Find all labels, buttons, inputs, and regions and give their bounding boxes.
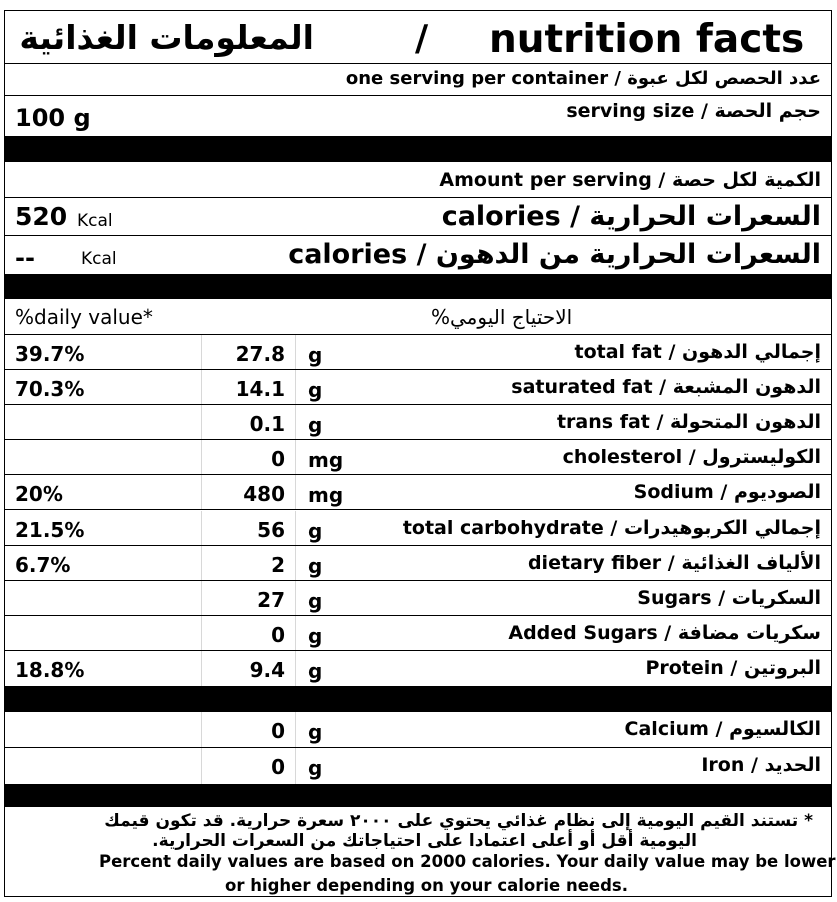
footnote-english-line-1: Percent daily values are based on 2000 calories. Your daily value may be lower (99, 852, 836, 871)
thick-divider (5, 784, 831, 807)
amount-per-serving-row (5, 161, 831, 198)
arabic-title: المعلومات الغذائية (19, 18, 314, 57)
footnote-english-line-2: or higher depending on your calorie needs. (225, 876, 628, 895)
nutrient-label: cholesterol / الكوليسترول (562, 446, 821, 469)
nutrient-amount: 0 (271, 622, 285, 647)
nutrient-row (5, 712, 831, 748)
nutrient-amount: 480 (243, 482, 285, 507)
nutrient-unit: g (308, 378, 323, 403)
nutrient-amount: 0.1 (249, 412, 285, 437)
nutrient-unit: mg (308, 448, 344, 473)
nutrient-unit: g (308, 720, 323, 744)
title-separator: / (415, 18, 429, 59)
calories-label: calories / السعرات الحرارية (441, 201, 821, 232)
nutrient-row (5, 581, 831, 616)
nutrient-unit: g (308, 623, 323, 648)
calories-from-fat-value: -- (15, 244, 35, 272)
nutrient-amount: 27 (257, 587, 285, 612)
nutrient-amount: 27.8 (235, 342, 285, 366)
nutrient-label: Protein / البروتين (645, 656, 821, 679)
nutrient-label: saturated fat / الدهون المشبعة (511, 376, 821, 399)
nutrient-label: total carbohydrate / إجمالي الكربوهيدرات (402, 516, 821, 539)
nutrient-label: trans fat / الدهون المتحولة (556, 411, 821, 434)
nutrient-row (5, 335, 831, 370)
calories-value: 520 (15, 202, 68, 231)
daily-value-header-row (5, 298, 831, 335)
daily-value-percent: 39.7% (15, 342, 85, 366)
nutrient-label: dietary fiber / الألياف الغذائية (527, 551, 821, 574)
nutrient-label: Calcium / الكالسيوم (624, 718, 821, 740)
thick-divider (5, 136, 831, 161)
nutrient-unit: mg (308, 483, 344, 508)
nutrient-amount: 2 (271, 552, 285, 577)
daily-value-percent: 70.3% (15, 377, 85, 402)
nutrient-row (5, 440, 831, 475)
nutrient-amount: 0 (271, 447, 285, 472)
calories-row (5, 198, 831, 236)
daily-value-english: %daily value* (15, 305, 153, 329)
serving-size-row (5, 96, 831, 136)
nutrient-unit: g (308, 658, 323, 683)
serving-size-label: serving size / حجم الحصة (566, 100, 821, 122)
servings-row (5, 64, 831, 96)
daily-value-arabic: %الاحتياج اليومي (431, 305, 573, 329)
footnote-arabic-line-1: * تستند القيم اليومية إلى نظام غذائي يحتوي على ٢٠٠٠ سعرة حرارية. قد تكون قيمك (104, 811, 813, 831)
nutrient-row (5, 370, 831, 405)
nutrient-label: Iron / الحديد (701, 754, 821, 776)
nutrient-amount: 56 (257, 517, 285, 542)
nutrient-row (5, 511, 831, 546)
nutrition-label (4, 10, 836, 897)
english-title: nutrition facts (489, 17, 805, 62)
footnote (5, 807, 836, 898)
calories-from-fat-label: calories / السعرات الحرارية من الدهون (288, 239, 821, 270)
daily-value-percent: 6.7% (15, 552, 71, 577)
label-header (5, 11, 831, 64)
daily-value-percent: 21.5% (15, 517, 85, 542)
nutrient-label: Sugars / السكريات (637, 586, 821, 609)
nutrient-unit: g (308, 343, 323, 367)
calories-from-fat-unit: Kcal (81, 249, 117, 269)
nutrient-unit: g (308, 553, 323, 578)
nutrient-label: total fat / إجمالي الدهون (574, 341, 821, 363)
serving-size-value: 100 g (15, 104, 91, 132)
nutrient-unit: g (308, 756, 323, 780)
nutrient-label: Added Sugars / سكريات مضافة (508, 621, 821, 644)
nutrient-row (5, 405, 831, 440)
amount-per-serving: Amount per serving / الكمية لكل حصة (439, 169, 821, 191)
nutrient-row (5, 748, 831, 784)
footnote-arabic-line-2: اليومية أقل أو أعلى اعتمادا على احتياجاتك من السعرات الحرارية. (152, 831, 697, 851)
nutrient-row (5, 651, 831, 686)
daily-value-percent: 18.8% (15, 657, 85, 682)
servings-per-container: one serving per container / عدد الحصص لكل عبوة (345, 68, 821, 89)
calories-from-fat-row (5, 236, 831, 274)
daily-value-percent: 20% (15, 482, 63, 507)
nutrient-row (5, 475, 831, 510)
nutrient-amount: 14.1 (235, 377, 285, 402)
calories-unit: Kcal (77, 211, 113, 231)
nutrient-unit: g (308, 518, 323, 543)
nutrient-row (5, 616, 831, 651)
thick-divider (5, 274, 831, 298)
nutrient-amount: 0 (271, 719, 285, 743)
nutrient-label: Sodium / الصوديوم (633, 481, 821, 504)
nutrient-unit: g (308, 413, 323, 438)
nutrient-row (5, 546, 831, 581)
nutrient-amount: 9.4 (249, 657, 285, 682)
nutrient-unit: g (308, 588, 323, 613)
thick-divider (5, 686, 831, 712)
nutrient-amount: 0 (271, 755, 285, 779)
